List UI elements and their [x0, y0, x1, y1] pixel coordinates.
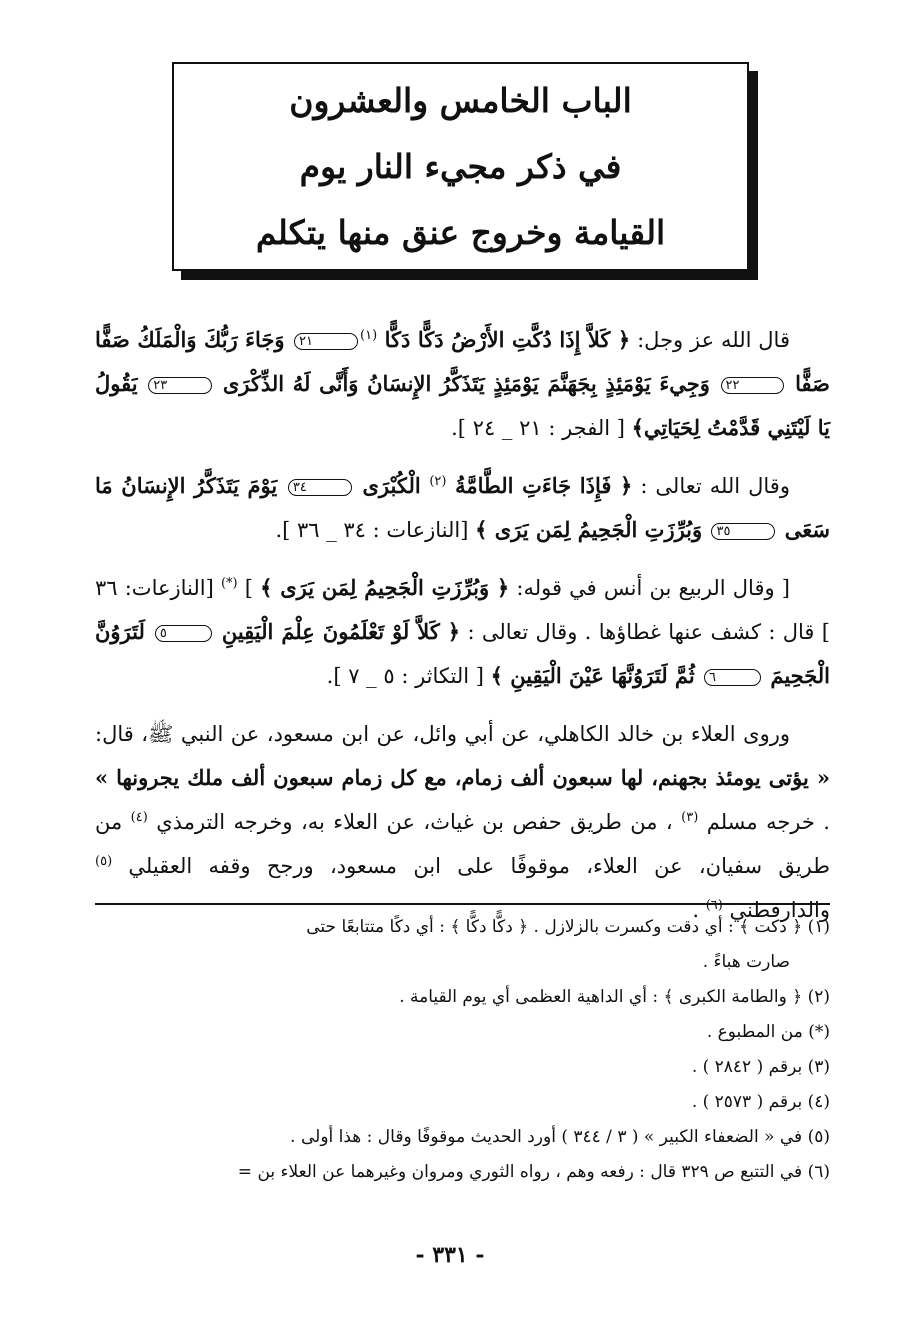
- hadith-text: « يؤتى يومئذ بجهنم، لها سبعون ألف زمام، مع كل زمام سبعون ألف ملك يجرونها »: [95, 765, 830, 790]
- footnote-2: (٢) ﴿ والطامة الكبرى ﴾ : أي الداهية العظمى أي يوم القيامة .: [399, 987, 830, 1007]
- intro-text: وقال الله تعالى :: [632, 474, 790, 498]
- ayah-number: ٢٢: [721, 377, 785, 394]
- footnotes: [95, 910, 830, 1190]
- chapter-title-line-2: في ذكر مجيء النار يوم: [299, 146, 622, 186]
- ayah-number: ٥: [155, 625, 212, 642]
- footnote-ref: (*): [220, 576, 238, 591]
- quran-verse: وَبُرِّزَتِ الْجَحِيمُ لِمَن يَرَى ﴾: [475, 517, 710, 542]
- page-number: - ٣٣١ -: [415, 1242, 485, 1268]
- footnote-1-continued: صارت هباءً .: [702, 952, 790, 972]
- ayah-number: ٦: [704, 669, 761, 686]
- footnote-ref: (٢): [429, 474, 447, 489]
- body-text: ]: [237, 576, 261, 600]
- footnote-1: (١) ﴿ دكت ﴾ : أي دقت وكسرت بالزلازل . ﴿ دكًّا دكًّا ﴾ : أي دكًا متتابعًا حتى: [306, 917, 830, 937]
- footnote-divider: [95, 903, 830, 905]
- quran-verse: ﴿ كَلاَّ لَوْ تَعْلَمُونَ عِلْمَ الْيَقِينِ: [213, 619, 461, 644]
- quran-verse: ﴿ كَلاَّ إِذَا دُكَّتِ الأَرْضُ دَكًّا دَكًّا: [377, 327, 631, 352]
- footnote-ref: (٦): [705, 898, 723, 913]
- body-text: وروى العلاء بن خالد الكاهلي، عن أبي وائل، عن ابن مسعود، عن النبي ﷺ، قال:: [95, 722, 790, 746]
- chapter-title-line-1: الباب الخامس والعشرون: [289, 80, 632, 120]
- body-text: .: [692, 898, 706, 922]
- body-text: من طريق سفيان، عن العلاء، موقوفًا على ابن مسعود، ورجح وقفه العقيلي: [95, 810, 830, 878]
- footnote-4: (٤) برقم ( ٢٥٧٣ ) .: [691, 1092, 830, 1112]
- chapter-title-box: [172, 62, 749, 271]
- footnote-3: (٣) برقم ( ٢٨٤٢ ) .: [691, 1057, 830, 1077]
- quran-verse: الْكُبْرَى: [353, 473, 430, 498]
- verse-reference: [النازعات : ٣٤ _ ٣٦ ].: [275, 518, 476, 542]
- ayah-number: ٢٣: [148, 377, 212, 394]
- quran-verse: ثُمَّ لَتَرَوُنَّهَا عَيْنَ الْيَقِينِ ﴾: [490, 663, 703, 688]
- paragraph-3: [95, 566, 830, 698]
- body-text: [ وقال الربيع بن أنس في قوله:: [509, 576, 790, 600]
- footnote-ref: (٤): [130, 810, 148, 825]
- body-text: والدارقطني: [722, 898, 830, 922]
- chapter-title-line-3: القيامة وخروج عنق منها يتكلم: [255, 212, 666, 252]
- body-text: ، من طريق حفص بن غياث، عن العلاء به، وخرجه الترمذي: [147, 810, 682, 834]
- ayah-number: ٣٥: [711, 523, 775, 540]
- footnote-ref: (١): [360, 328, 378, 343]
- paragraph-2: [95, 464, 830, 552]
- footnote-ref: (٥): [95, 854, 113, 869]
- paragraph-1: [95, 318, 830, 450]
- quran-verse: ﴿ وَبُرِّزَتِ الْجَحِيمُ لِمَن يَرَى ﴾: [260, 575, 510, 600]
- quran-verse: وَجِيءَ يَوْمَئِذٍ بِجَهَنَّمَ يَوْمَئِذٍ يَتَذَكَّرُ الإِنسَانُ وَأَنَّى لَهُ الذِّكْرَى: [214, 371, 719, 396]
- quran-verse: يَقُولُ يَا لَيْتَنِي قَدَّمْتُ لِحَيَاتِي﴾: [95, 371, 830, 440]
- quran-verse: ﴿ فَإِذَا جَاءَتِ الطَّامَّةُ: [446, 473, 633, 498]
- quran-verse: يَوْمَ يَتَذَكَّرُ الإِنسَانُ مَا سَعَى: [95, 473, 830, 542]
- ayah-number: ٣٤: [288, 479, 352, 496]
- intro-text: قال الله عز وجل:: [630, 328, 790, 352]
- footnote-star: (*) من المطبوع .: [706, 1022, 830, 1042]
- footnote-5: (٥) في « الضعفاء الكبير » ( ٣ / ٣٤٤ ) أورد الحديث موقوفًا وقال : هذا أولى .: [290, 1127, 830, 1147]
- body-text: . خرجه مسلم: [698, 810, 830, 834]
- quran-verse: وَجَاءَ رَبُّكَ وَالْمَلَكُ صَفًّا صَفًّا: [95, 327, 830, 396]
- paragraph-4: [95, 712, 830, 932]
- ayah-number: ٢١: [294, 333, 358, 350]
- footnote-6: (٦) في التتبع ص ٣٢٩ قال : رفعه وهم ، رواه الثوري ومروان وغيرهما عن العلاء بن =: [237, 1162, 830, 1182]
- verse-reference: [ الفجر : ٢١ _ ٢٤ ].: [451, 416, 632, 440]
- main-text: [95, 318, 830, 946]
- quran-verse: لَتَرَوُنَّ الْجَحِيمَ: [95, 619, 830, 688]
- footnote-ref: (٣): [681, 810, 699, 825]
- body-text: [النازعات: ٣٦ ] قال : كشف عنها غطاؤها . وقال تعالى :: [95, 576, 831, 644]
- verse-reference: [ التكاثر : ٥ _ ٧ ].: [326, 664, 491, 688]
